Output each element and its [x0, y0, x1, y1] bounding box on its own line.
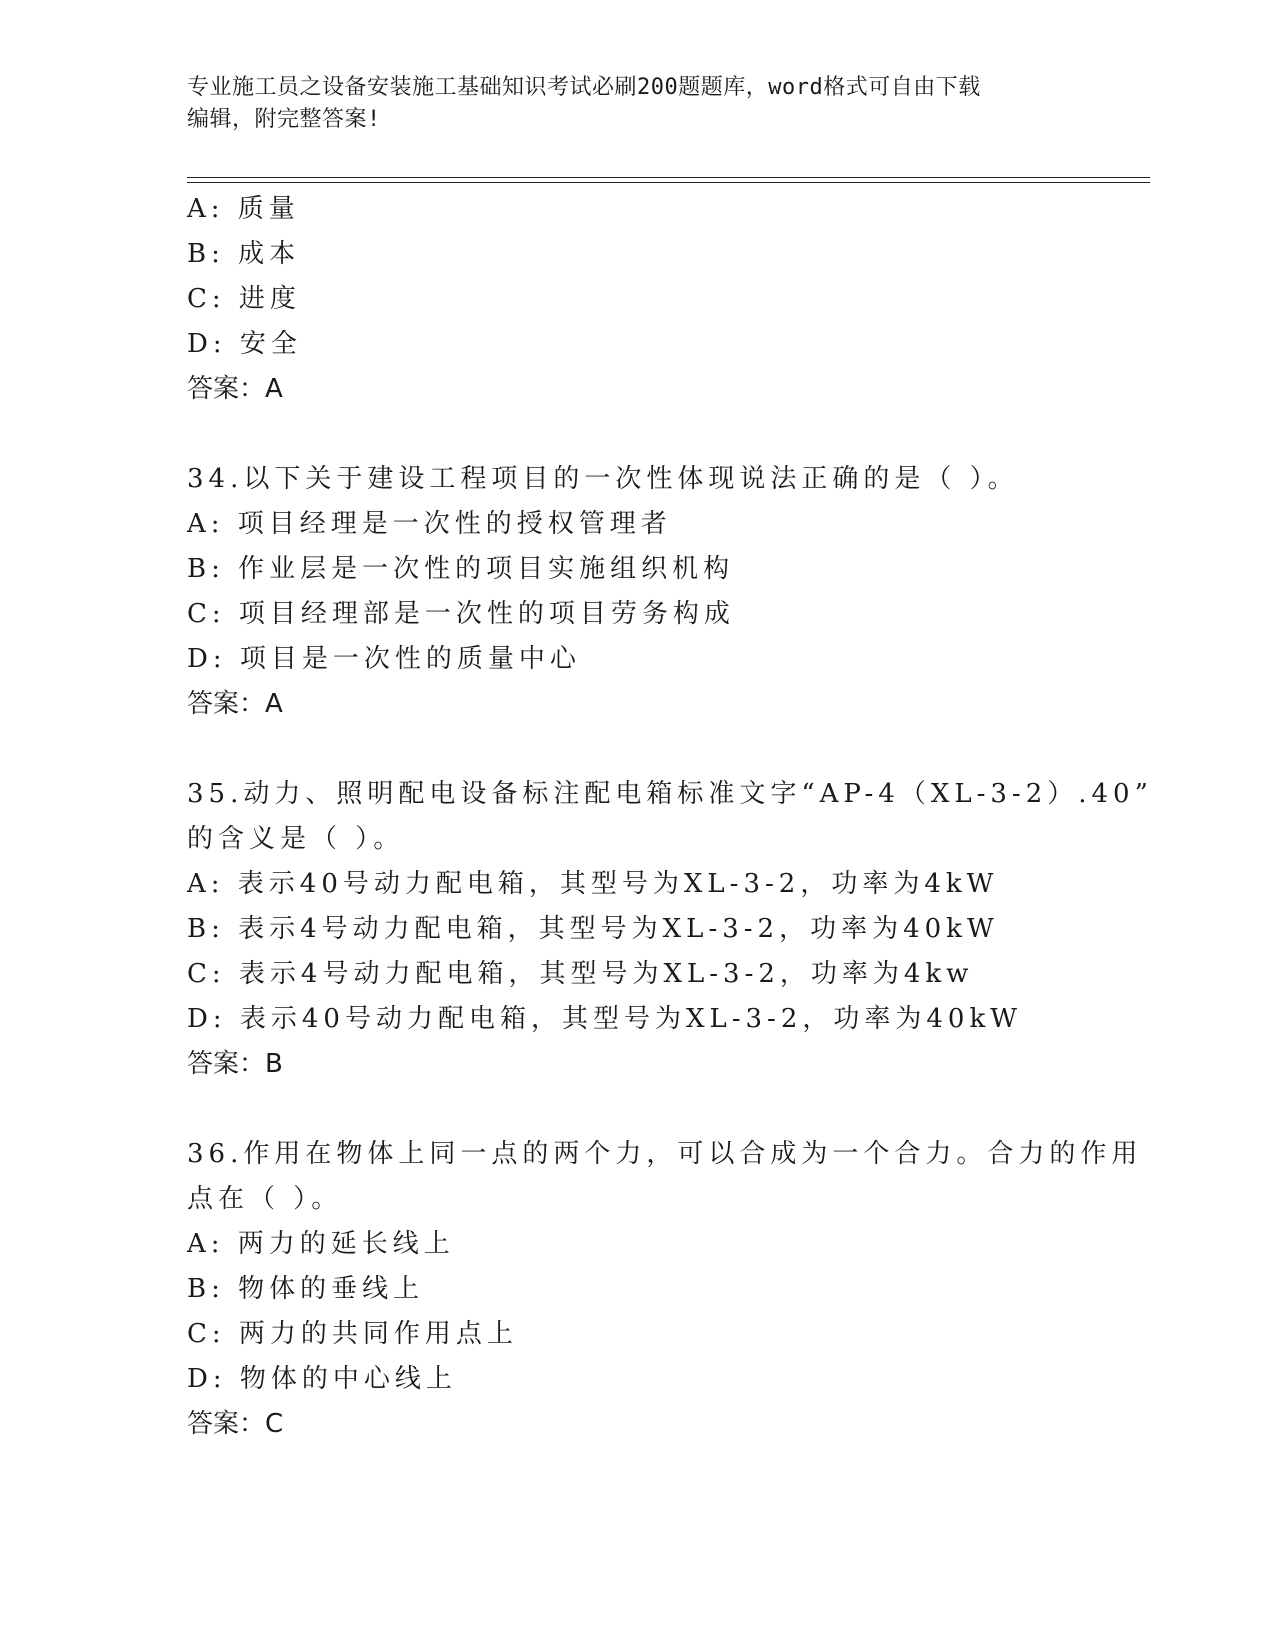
q35-option-d: D: 表示40号动力配电箱，其型号为XL-3-2，功率为40kW	[187, 1004, 1022, 1034]
q36-option-a: A: 两力的延长线上	[187, 1229, 455, 1259]
q36-option-d: D: 物体的中心线上	[187, 1364, 457, 1394]
q35-stem-line-1: 35.动力、照明配电设备标注配电箱标准文字“AP-4（XL-3-2）.40”	[187, 779, 1153, 809]
q33-option-c: C: 进度	[187, 284, 301, 314]
q33-answer: 答案：A	[187, 374, 283, 404]
q35-answer: 答案：B	[187, 1049, 283, 1079]
q34-option-a: A: 项目经理是一次性的授权管理者	[187, 509, 672, 539]
q36-answer: 答案：C	[187, 1409, 284, 1439]
q36-stem-line-1: 36.作用在物体上同一点的两个力，可以合成为一个合力。合力的作用	[187, 1139, 1143, 1169]
q34-option-d: D: 项目是一次性的质量中心	[187, 644, 581, 674]
q36-option-c: C: 两力的共同作用点上	[187, 1319, 518, 1349]
q35-option-a: A: 表示40号动力配电箱，其型号为XL-3-2，功率为4kW	[187, 869, 999, 899]
q33-option-b: B: 成本	[187, 239, 301, 269]
q34-option-c: C: 项目经理部是一次性的项目劳务构成	[187, 599, 735, 629]
q36-stem-line-2: 点在（ ）。	[187, 1184, 343, 1214]
q35-option-c: C: 表示4号动力配电箱，其型号为XL-3-2，功率为4kw	[187, 959, 974, 989]
header-line-2: 编辑，附完整答案!	[187, 107, 381, 132]
q34-option-b: B: 作业层是一次性的项目实施组织机构	[187, 554, 735, 584]
q35-stem-line-2: 的含义是（ ）。	[187, 824, 405, 854]
header-rule-bottom	[187, 182, 1150, 183]
q34-stem: 34.以下关于建设工程项目的一次性体现说法正确的是（ ）。	[187, 464, 1019, 494]
q33-option-d: D: 安全	[187, 329, 302, 359]
page-header	[187, 72, 1087, 136]
q34-answer: 答案：A	[187, 689, 283, 719]
header-rule-top	[187, 177, 1150, 178]
q35-option-b: B: 表示4号动力配电箱，其型号为XL-3-2，功率为40kW	[187, 914, 999, 944]
header-line-1: 专业施工员之设备安装施工基础知识考试必刷200题题库，word格式可自由下载	[187, 75, 981, 100]
q33-option-a: A: 质量	[187, 194, 300, 224]
q36-option-b: B: 物体的垂线上	[187, 1274, 425, 1304]
